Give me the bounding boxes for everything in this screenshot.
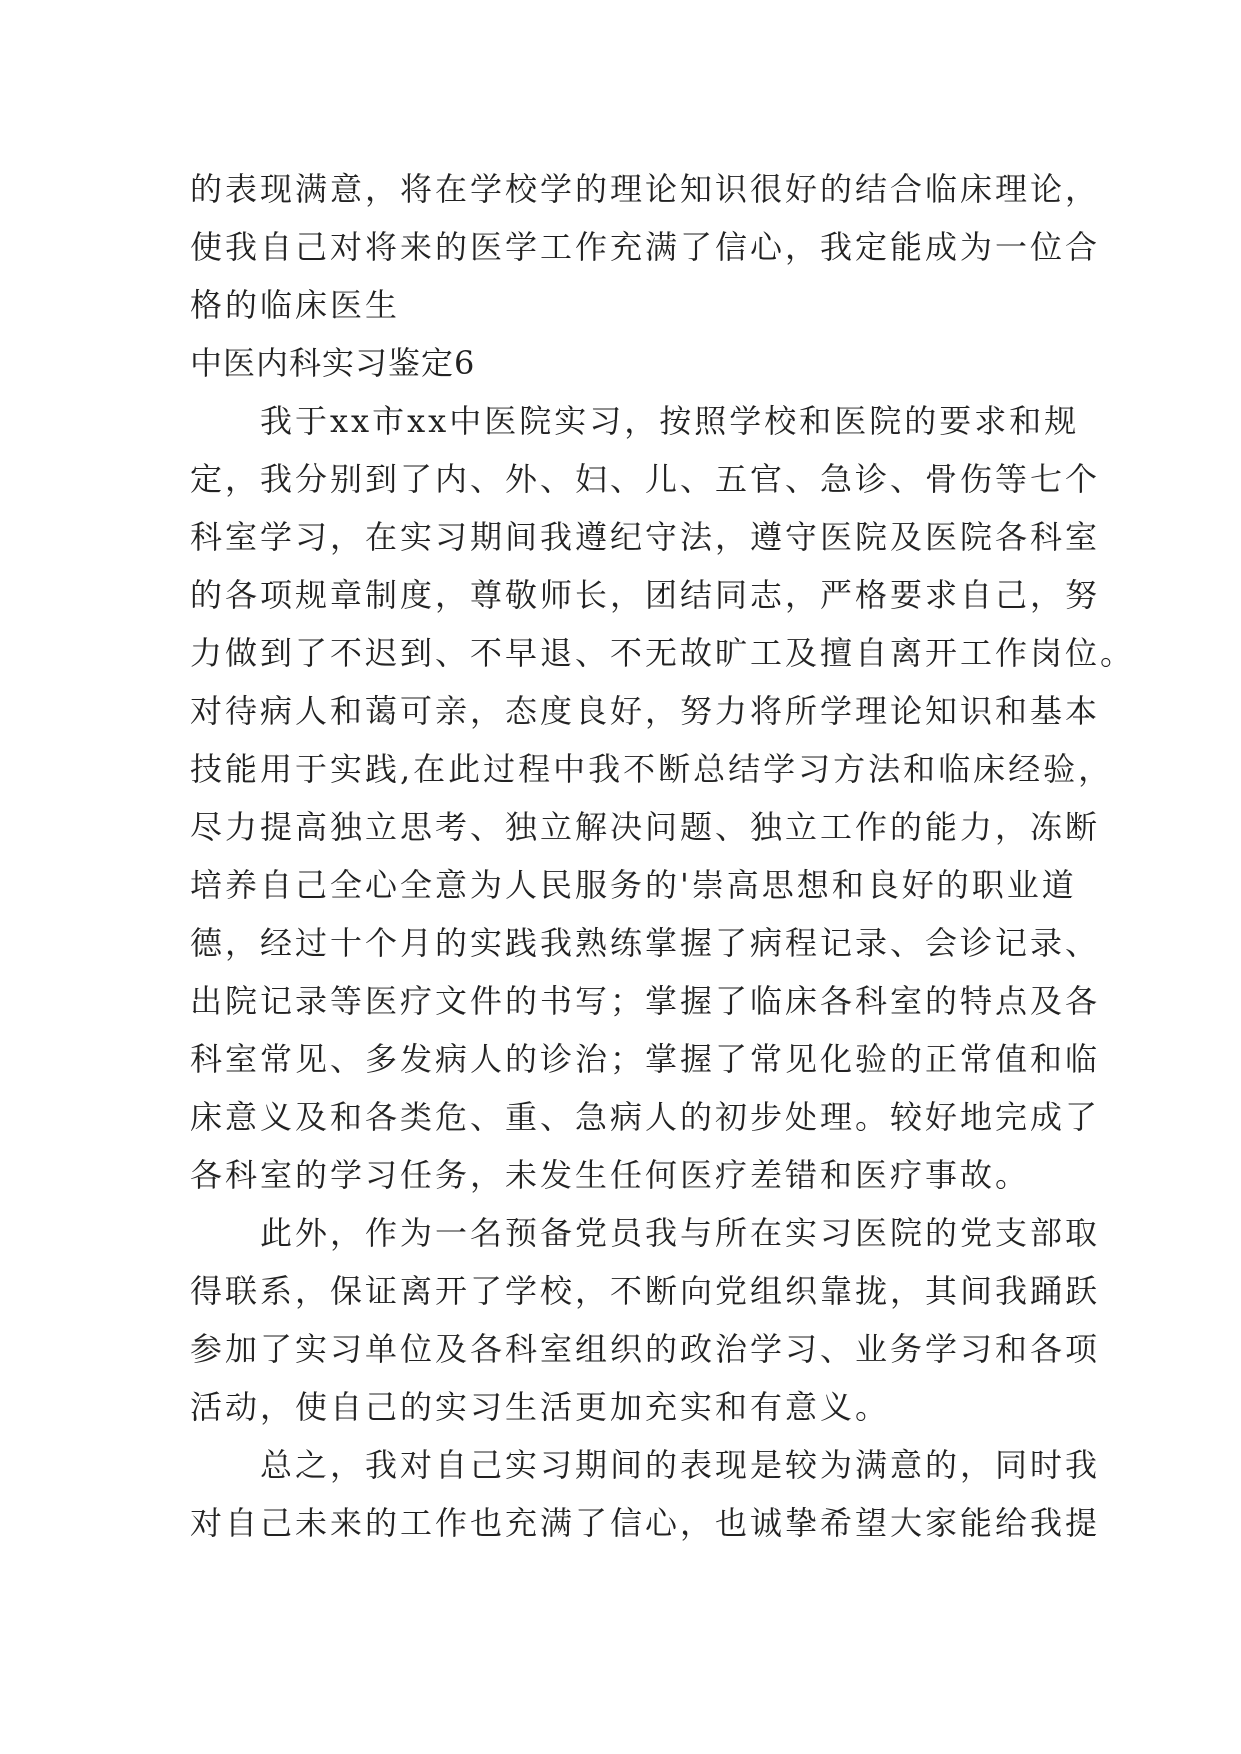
text-line: 总之，我对自己实习期间的表现是较为满意的，同时我 [190,1446,1101,1484]
intro-paragraph [190,160,1101,334]
text-line: 尽力提高独立思考、独立解决问题、独立工作的能力，冻断 [190,808,1101,846]
text-line: 的各项规章制度，尊敬师长，团结同志，严格要求自己，努 [190,576,1101,614]
document-body [190,160,1136,1552]
text-line: 参加了实习单位及各科室组织的政治学习、业务学习和各项 [190,1330,1101,1368]
text-line: 对待病人和蔼可亲，态度良好，努力将所学理论知识和基本 [190,692,1101,730]
text-line: 对自己未来的工作也充满了信心，也诚挚希望大家能给我提 [190,1504,1101,1542]
text-line: 此外，作为一名预备党员我与所在实习医院的党支部取 [190,1214,1101,1252]
text-line: 格的临床医生 [190,286,401,324]
text-line: 各科室的学习任务，未发生任何医疗差错和医疗事故。 [190,1156,1031,1194]
section-title: 中医内科实习鉴定6 [190,344,476,382]
text-line: 定，我分别到了内、外、妇、儿、五官、急诊、骨伤等七个 [190,460,1101,498]
text-line: 床意义及和各类危、重、急病人的初步处理。较好地完成了 [190,1098,1101,1136]
text-line: 培养自己全心全意为人民服务的'崇高思想和良好的职业道 [190,866,1077,904]
text-line: 活动，使自己的实习生活更加充实和有意义。 [190,1388,891,1426]
paragraph-1 [190,392,1136,1204]
paragraph-3 [190,1436,1101,1552]
text-line: 出院记录等医疗文件的书写；掌握了临床各科室的特点及各 [190,982,1101,1020]
paragraph-2 [190,1204,1101,1436]
text-line: 德，经过十个月的实践我熟练掌握了病程记录、会诊记录、 [190,924,1101,962]
text-line: 科室学习，在实习期间我遵纪守法，遵守医院及医院各科室 [190,518,1101,556]
text-line: 科室常见、多发病人的诊治；掌握了常见化验的正常值和临 [190,1040,1101,1078]
text-line: 力做到了不迟到、不早退、不无故旷工及擅自离开工作岗位。 [190,634,1136,672]
text-line: 使我自己对将来的医学工作充满了信心，我定能成为一位合 [190,228,1101,266]
text-line: 技能用于实践,在此过程中我不断总结学习方法和临床经验， [190,750,1114,788]
text-line: 得联系，保证离开了学校，不断向党组织靠拢，其间我踊跃 [190,1272,1101,1310]
text-line: 的表现满意，将在学校学的理论知识很好的结合临床理论， [190,170,1101,208]
text-line: 我于xx市xx中医院实习，按照学校和医院的要求和规 [190,402,1080,440]
